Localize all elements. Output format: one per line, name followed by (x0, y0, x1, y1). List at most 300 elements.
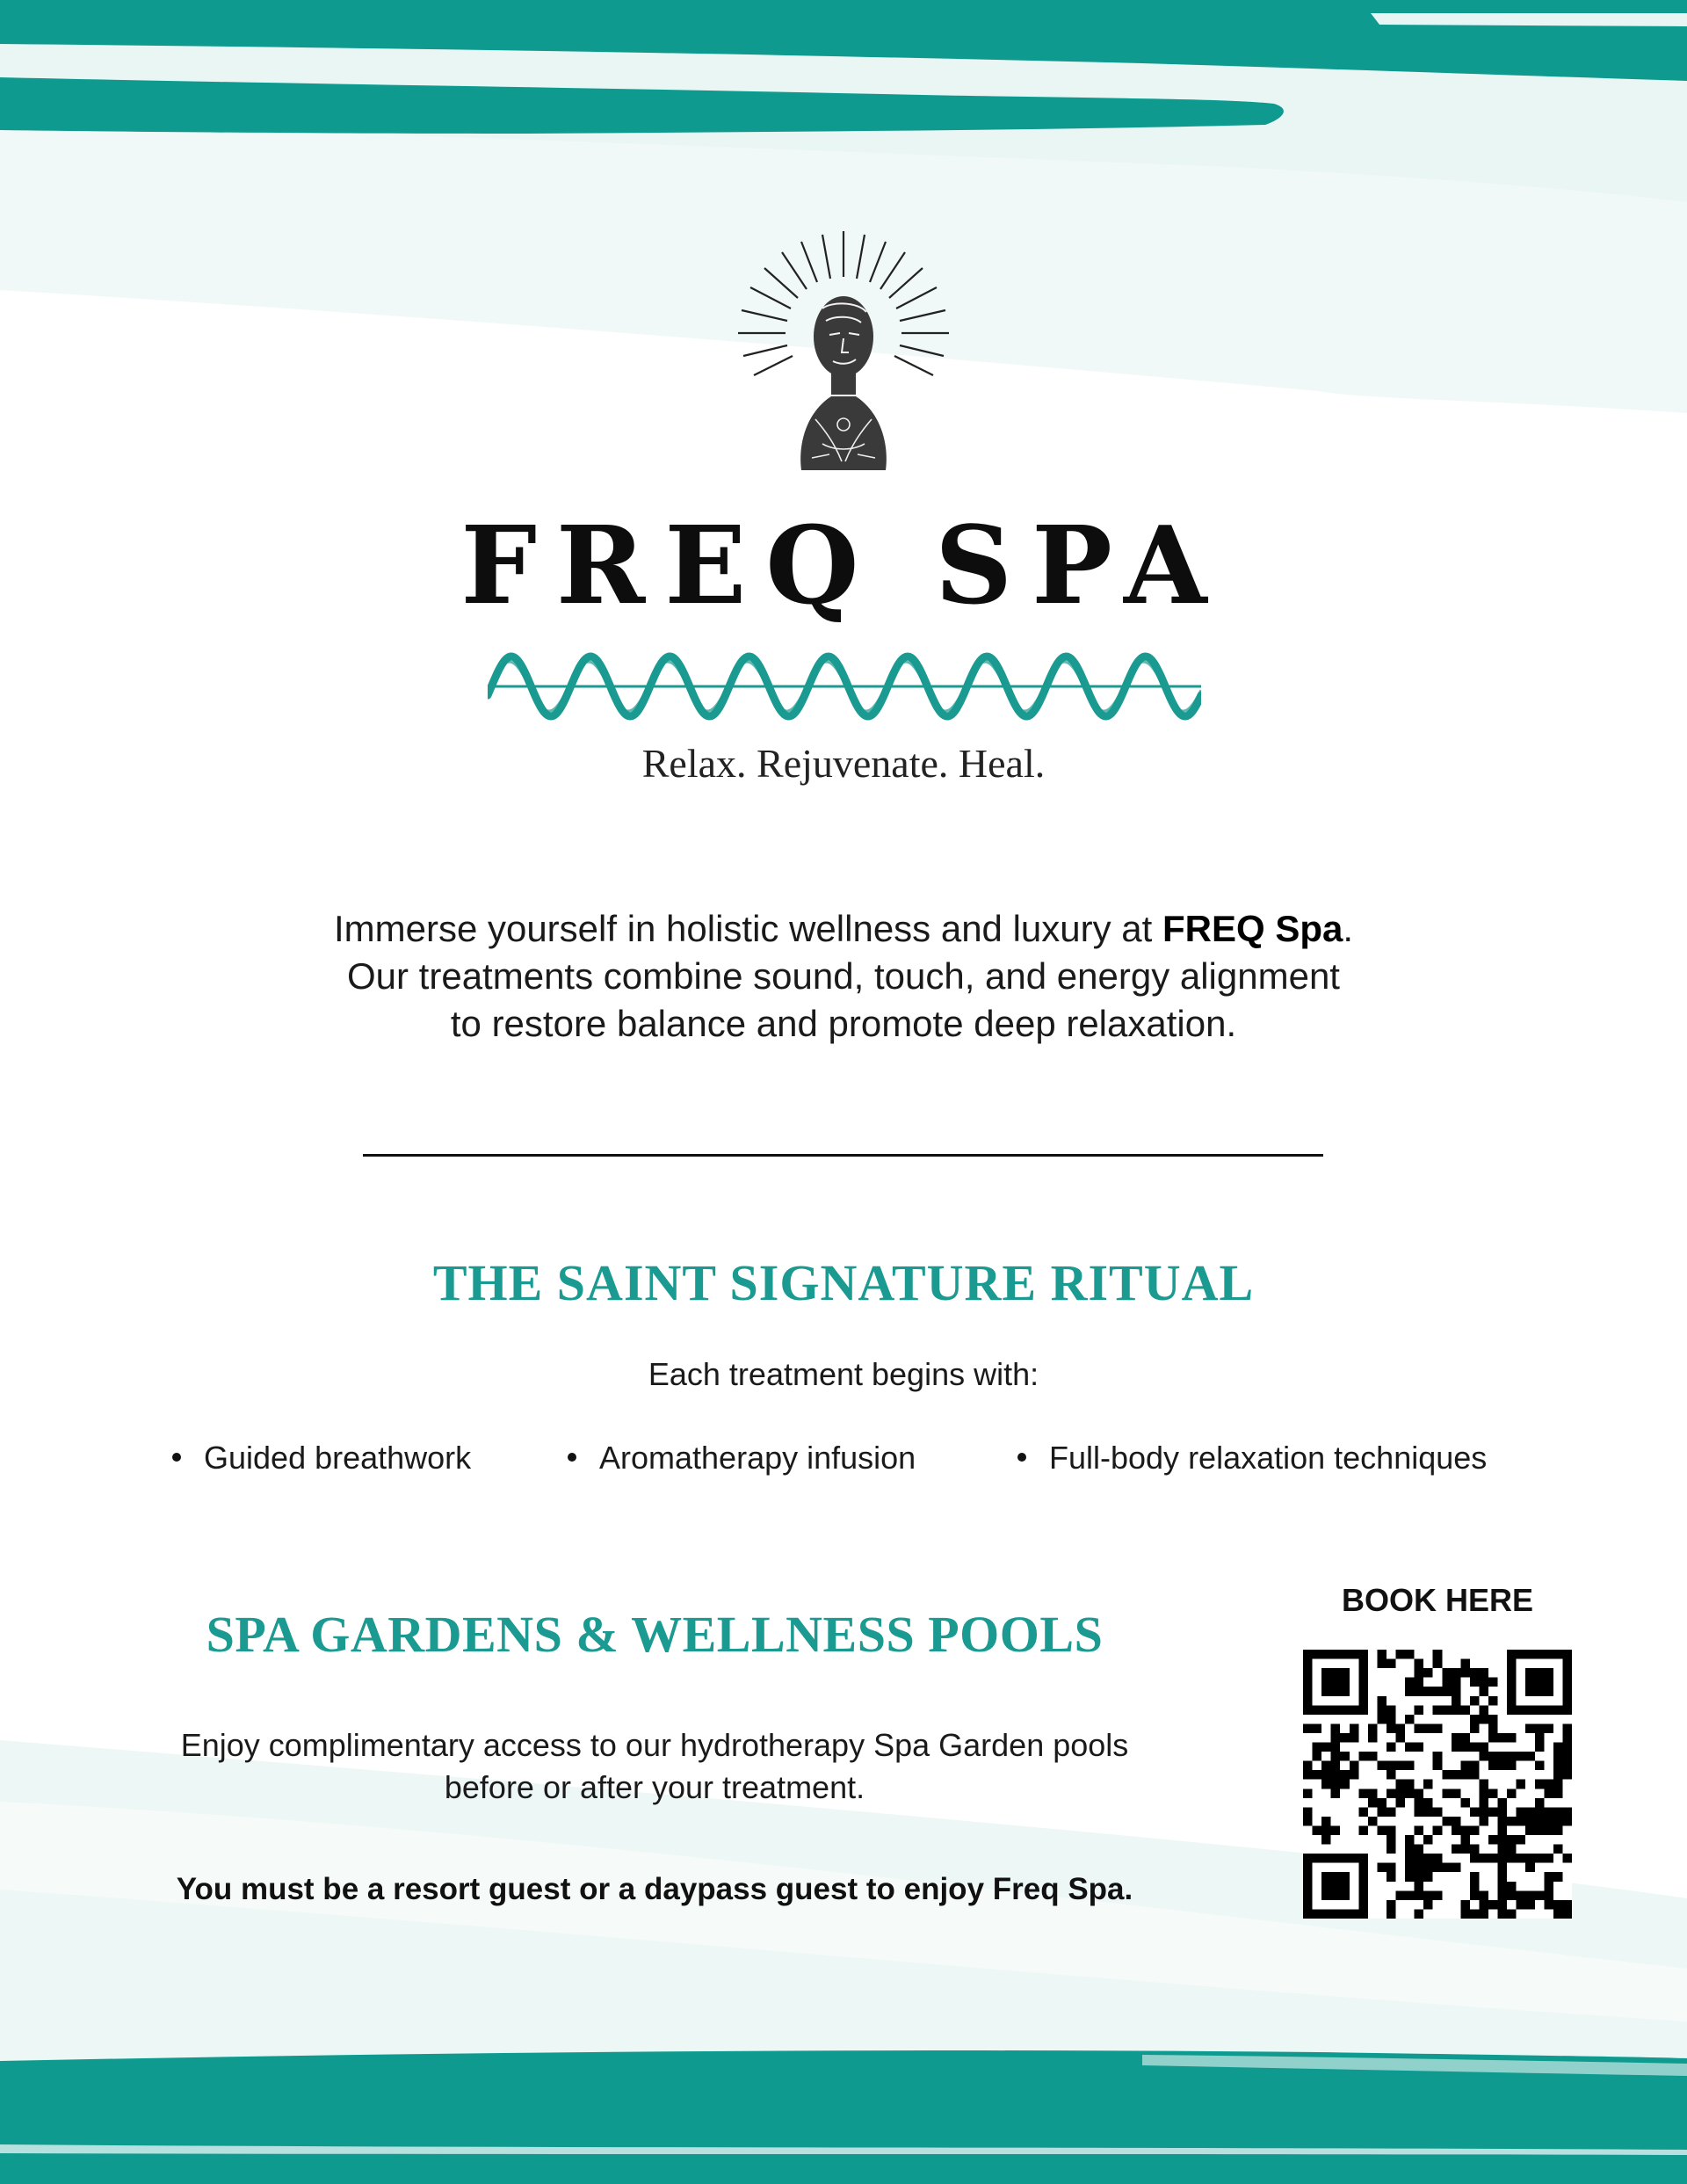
qr-module (1498, 1798, 1508, 1808)
qr-module (1470, 1909, 1480, 1919)
qr-module (1396, 1723, 1406, 1733)
qr-module (1562, 1752, 1572, 1761)
qr-module (1303, 1650, 1368, 1659)
qr-module (1452, 1668, 1461, 1678)
qr-module (1442, 1678, 1452, 1687)
qr-module (1498, 1835, 1508, 1845)
qr-module (1396, 1733, 1406, 1743)
qr-module (1460, 1761, 1470, 1771)
brand-title: FREQ SPA (460, 502, 1227, 628)
bullet-icon (172, 1453, 181, 1462)
qr-module (1331, 1743, 1341, 1752)
qr-module (1498, 1854, 1508, 1863)
qr-module (1460, 1743, 1470, 1752)
qr-module (1544, 1789, 1553, 1798)
qr-module (1452, 1687, 1461, 1696)
qr-module (1498, 1863, 1508, 1873)
qr-module (1498, 1845, 1508, 1854)
qr-module (1553, 1872, 1563, 1882)
qr-module (1517, 1817, 1526, 1826)
qr-module (1470, 1761, 1480, 1771)
qr-module (1433, 1705, 1443, 1715)
intro-paragraph (0, 905, 1687, 1048)
qr-module (1470, 1723, 1480, 1733)
qr-module (1442, 1668, 1452, 1678)
qr-module (1358, 1854, 1368, 1919)
intro-brand-bold: FREQ Spa (1162, 908, 1343, 949)
qr-module (1507, 1817, 1517, 1826)
qr-module (1498, 1761, 1508, 1771)
qr-module (1423, 1798, 1433, 1808)
figure-bust (800, 396, 887, 470)
qr-module (1488, 1696, 1498, 1706)
qr-module (1405, 1678, 1415, 1687)
qr-module (1321, 1817, 1331, 1826)
qr-module (1423, 1723, 1433, 1733)
qr-module (1321, 1835, 1331, 1845)
qr-module (1350, 1770, 1359, 1780)
qr-module (1377, 1650, 1387, 1659)
qr-module (1544, 1854, 1553, 1863)
qr-module (1377, 1705, 1387, 1715)
qr-module (1415, 1909, 1424, 1919)
ritual-item (568, 1440, 916, 1477)
intro-line-2: Our treatments combine sound, touch, and energy alignment (347, 955, 1340, 997)
qr-module (1303, 1909, 1368, 1919)
qr-module (1479, 1705, 1488, 1715)
qr-module (1460, 1798, 1470, 1808)
qr-module (1433, 1863, 1443, 1873)
qr-module (1507, 1845, 1517, 1854)
qr-module (1479, 1780, 1488, 1789)
qr-module (1452, 1845, 1461, 1854)
qr-module (1433, 1723, 1443, 1733)
qr-module (1368, 1817, 1378, 1826)
qr-module (1303, 1650, 1313, 1715)
qr-module (1488, 1715, 1498, 1724)
qr-module (1442, 1789, 1452, 1798)
qr-module (1498, 1733, 1508, 1743)
qr-module (1405, 1780, 1415, 1789)
qr-module (1368, 1798, 1378, 1808)
qr-module (1507, 1650, 1572, 1659)
qr-module (1479, 1807, 1488, 1817)
bullet-icon (568, 1453, 576, 1462)
qr-module (1535, 1733, 1545, 1743)
bullet-icon (1017, 1453, 1026, 1462)
qr-module (1321, 1825, 1331, 1835)
qr-module (1498, 1909, 1508, 1919)
qr-module (1433, 1752, 1443, 1761)
qr-module (1331, 1770, 1341, 1780)
qr-module (1452, 1863, 1461, 1873)
qr-module (1396, 1789, 1406, 1798)
qr-module (1433, 1890, 1443, 1900)
qr-module (1544, 1817, 1553, 1826)
qr-module (1415, 1845, 1424, 1854)
qr-module (1470, 1715, 1480, 1724)
ritual-subtitle: Each treatment begins with: (648, 1356, 1039, 1392)
qr-module (1553, 1743, 1563, 1752)
qr-module (1535, 1723, 1545, 1733)
qr-module (1498, 1882, 1508, 1891)
qr-module (1517, 1807, 1526, 1817)
ritual-item-label: Aromatherapy infusion (599, 1440, 916, 1476)
qr-module (1517, 1854, 1526, 1863)
qr-module (1553, 1825, 1563, 1835)
qr-module (1507, 1761, 1517, 1771)
qr-module (1553, 1770, 1563, 1780)
qr-module (1423, 1863, 1433, 1873)
qr-module (1562, 1900, 1572, 1910)
qr-module (1544, 1882, 1553, 1891)
qr-module (1303, 1723, 1313, 1733)
qr-module (1470, 1872, 1480, 1882)
qr-module (1479, 1668, 1488, 1678)
qr-module (1562, 1770, 1572, 1780)
qr-module (1350, 1761, 1359, 1771)
qr-module (1553, 1845, 1563, 1854)
ritual-item-label: Full-body relaxation techniques (1049, 1440, 1488, 1476)
guest-requirement-note: You must be a resort guest or a daypass guest to enjoy Freq Spa. (176, 1872, 1133, 1906)
qr-module (1470, 1696, 1480, 1706)
qr-module (1562, 1650, 1572, 1715)
qr-module (1452, 1705, 1461, 1715)
book-here-label: BOOK HERE (1341, 1582, 1534, 1618)
qr-module (1303, 1770, 1313, 1780)
qr-module (1498, 1872, 1508, 1882)
qr-module (1387, 1723, 1396, 1733)
qr-module (1479, 1890, 1488, 1900)
qr-module (1535, 1807, 1545, 1817)
qr-module (1415, 1659, 1424, 1669)
qr-module (1423, 1835, 1433, 1845)
qr-module (1488, 1835, 1498, 1845)
qr-module (1433, 1825, 1443, 1835)
qr-module (1498, 1900, 1508, 1910)
qr-module (1377, 1696, 1387, 1706)
qr-module (1358, 1752, 1368, 1761)
qr-module (1423, 1807, 1433, 1817)
qr-module (1313, 1723, 1322, 1733)
qr-module (1405, 1743, 1415, 1752)
qr-module (1405, 1890, 1415, 1900)
qr-module (1525, 1825, 1535, 1835)
qr-module (1321, 1770, 1331, 1780)
qr-module (1479, 1798, 1488, 1808)
qr-module (1340, 1733, 1350, 1743)
pools-desc-line-1: Enjoy complimentary access to our hydrotherapy Spa Garden pools (180, 1727, 1129, 1763)
qr-module (1525, 1900, 1535, 1910)
qr-module (1544, 1807, 1553, 1817)
qr-module (1562, 1733, 1572, 1743)
qr-module (1387, 1705, 1396, 1715)
qr-module (1562, 1761, 1572, 1771)
qr-module (1303, 1761, 1313, 1771)
ritual-item-label: Guided breathwork (204, 1440, 472, 1476)
qr-module (1562, 1909, 1572, 1919)
qr-module (1452, 1825, 1461, 1835)
qr-module (1350, 1723, 1359, 1733)
qr-module (1562, 1817, 1572, 1826)
qr-module (1507, 1909, 1517, 1919)
qr-module (1377, 1825, 1387, 1835)
qr-module (1535, 1743, 1545, 1752)
qr-module (1377, 1761, 1387, 1771)
qr-module (1470, 1678, 1480, 1687)
qr-module (1387, 1835, 1396, 1845)
qr-module (1460, 1668, 1470, 1678)
qr-module (1479, 1752, 1488, 1761)
qr-module (1350, 1733, 1359, 1743)
qr-module (1460, 1825, 1470, 1835)
qr-module (1415, 1678, 1424, 1687)
qr-module (1331, 1825, 1341, 1835)
qr-module (1313, 1770, 1322, 1780)
qr-module (1562, 1723, 1572, 1733)
qr-module (1415, 1723, 1424, 1733)
qr-module (1517, 1890, 1526, 1900)
qr-module (1405, 1872, 1415, 1882)
qr-module (1460, 1659, 1470, 1669)
qr-module (1340, 1752, 1350, 1761)
qr-module (1415, 1854, 1424, 1863)
qr-module (1479, 1854, 1488, 1863)
qr-module (1405, 1687, 1415, 1696)
qr-module (1460, 1733, 1470, 1743)
qr-module (1488, 1733, 1498, 1743)
qr-module (1387, 1845, 1396, 1854)
qr-module (1423, 1872, 1433, 1882)
qr-module (1535, 1798, 1545, 1808)
qr-module (1452, 1770, 1461, 1780)
tagline: Relax. Rejuvenate. Heal. (641, 741, 1046, 786)
qr-module (1387, 1715, 1396, 1724)
qr-module (1470, 1807, 1480, 1817)
sine-wave-icon (488, 646, 1201, 734)
qr-module (1415, 1705, 1424, 1715)
qr-module (1488, 1723, 1498, 1733)
qr-module (1321, 1668, 1350, 1696)
qr-module (1387, 1863, 1396, 1873)
qr-module (1479, 1900, 1488, 1910)
qr-module (1396, 1761, 1406, 1771)
qr-module (1423, 1687, 1433, 1696)
qr-module (1433, 1854, 1443, 1863)
qr-module (1405, 1789, 1415, 1798)
qr-module (1387, 1743, 1396, 1752)
radiant-figure-bust-icon (703, 224, 984, 488)
qr-module (1452, 1743, 1461, 1752)
qr-module (1415, 1882, 1424, 1891)
qr-module (1387, 1900, 1396, 1910)
qr-module (1358, 1789, 1368, 1798)
qr-module (1525, 1752, 1535, 1761)
intro-line-3: to restore balance and promote deep relaxation. (450, 1003, 1237, 1044)
qr-module (1321, 1743, 1331, 1752)
qr-module (1479, 1743, 1488, 1752)
qr-module (1470, 1845, 1480, 1854)
qr-module (1358, 1650, 1368, 1715)
qr-module (1470, 1890, 1480, 1900)
qr-module (1553, 1780, 1563, 1789)
qr-module (1544, 1825, 1553, 1835)
qr-module (1303, 1705, 1368, 1715)
qr-module (1498, 1890, 1508, 1900)
qr-module (1423, 1854, 1433, 1863)
qr-module (1452, 1733, 1461, 1743)
qr-module (1535, 1890, 1545, 1900)
qr-module (1331, 1752, 1341, 1761)
qr-module (1452, 1789, 1461, 1798)
qr-module (1479, 1678, 1488, 1687)
qr-module (1423, 1668, 1433, 1678)
qr-module (1396, 1780, 1406, 1789)
qr-module (1525, 1890, 1535, 1900)
qr-module (1498, 1752, 1508, 1761)
qr-module (1498, 1817, 1508, 1826)
qr-module (1460, 1900, 1470, 1910)
qr-module (1507, 1705, 1572, 1715)
qr-module (1423, 1780, 1433, 1789)
qr-module (1405, 1761, 1415, 1771)
qr-module (1433, 1687, 1443, 1696)
section-divider (363, 1154, 1323, 1157)
qr-module (1498, 1825, 1508, 1835)
qr-module (1387, 1909, 1396, 1919)
qr-module (1507, 1752, 1517, 1761)
qr-module (1470, 1668, 1480, 1678)
qr-module (1507, 1890, 1517, 1900)
qr-module (1423, 1890, 1433, 1900)
qr-module (1517, 1835, 1526, 1845)
qr-module (1387, 1659, 1396, 1669)
qr-module (1525, 1668, 1553, 1696)
qr-module (1553, 1900, 1563, 1910)
qr-module (1433, 1807, 1443, 1817)
qr-module (1525, 1863, 1535, 1873)
qr-module (1544, 1723, 1553, 1733)
qr-module (1377, 1863, 1387, 1873)
ritual-item (1017, 1440, 1487, 1477)
qr-module (1331, 1723, 1341, 1733)
qr-module (1433, 1659, 1443, 1669)
qr-module (1303, 1817, 1313, 1826)
qr-module (1452, 1678, 1461, 1687)
qr-code-icon[interactable] (1303, 1650, 1572, 1919)
qr-module (1396, 1650, 1406, 1659)
qr-module (1433, 1761, 1443, 1771)
qr-module (1460, 1835, 1470, 1845)
qr-module (1488, 1854, 1498, 1863)
qr-module (1535, 1761, 1545, 1771)
qr-module (1470, 1770, 1480, 1780)
qr-module (1525, 1807, 1535, 1817)
pools-desc-line-2: before or after your treatment. (444, 1769, 865, 1805)
qr-module (1303, 1854, 1313, 1919)
qr-module (1331, 1789, 1341, 1798)
qr-module (1553, 1807, 1563, 1817)
qr-module (1544, 1900, 1553, 1910)
pools-description (53, 1724, 1256, 1809)
qr-module (1553, 1817, 1563, 1826)
qr-module (1303, 1854, 1368, 1863)
qr-module (1460, 1770, 1470, 1780)
qr-module (1525, 1817, 1535, 1826)
qr-module (1507, 1789, 1517, 1798)
qr-module (1470, 1882, 1480, 1891)
qr-module (1368, 1723, 1378, 1733)
ritual-title: THE SAINT SIGNATURE RITUAL (432, 1254, 1255, 1311)
qr-module (1488, 1761, 1498, 1771)
qr-module (1452, 1696, 1461, 1706)
qr-module (1442, 1863, 1452, 1873)
qr-module (1340, 1770, 1350, 1780)
qr-module (1470, 1854, 1480, 1863)
qr-module (1517, 1780, 1526, 1789)
qr-module (1415, 1743, 1424, 1752)
qr-module (1535, 1780, 1545, 1789)
qr-module (1377, 1807, 1387, 1817)
qr-module (1479, 1909, 1488, 1919)
qr-module (1405, 1650, 1415, 1659)
qr-module (1488, 1752, 1498, 1761)
qr-module (1479, 1715, 1488, 1724)
qr-module (1368, 1733, 1378, 1743)
qr-module (1396, 1890, 1406, 1900)
qr-module (1460, 1705, 1470, 1715)
qr-module (1321, 1780, 1331, 1789)
qr-module (1368, 1789, 1378, 1798)
pools-title: SPA GARDENS & WELLNESS POOLS (206, 1606, 1104, 1663)
qr-module (1442, 1770, 1452, 1780)
qr-module (1442, 1817, 1452, 1826)
qr-module (1544, 1890, 1553, 1900)
qr-module (1525, 1723, 1535, 1733)
qr-module (1358, 1825, 1368, 1835)
qr-module (1415, 1789, 1424, 1798)
qr-module (1562, 1807, 1572, 1817)
qr-module (1303, 1807, 1313, 1817)
qr-module (1553, 1752, 1563, 1761)
qr-module (1377, 1659, 1387, 1669)
qr-module (1442, 1687, 1452, 1696)
qr-module (1488, 1678, 1498, 1687)
qr-module (1321, 1872, 1350, 1900)
ritual-list (0, 1440, 1687, 1484)
qr-module (1507, 1854, 1517, 1863)
ritual-item (172, 1440, 471, 1477)
qr-module (1387, 1761, 1396, 1771)
qr-module (1498, 1807, 1508, 1817)
qr-module (1387, 1770, 1396, 1780)
qr-module (1415, 1687, 1424, 1696)
qr-module (1562, 1743, 1572, 1752)
intro-line-1-text: Immerse yourself in holistic wellness and luxury at (333, 908, 1162, 949)
qr-module (1415, 1872, 1424, 1882)
qr-module (1544, 1780, 1553, 1789)
qr-module (1358, 1807, 1368, 1817)
qr-module (1331, 1761, 1341, 1771)
qr-module (1396, 1798, 1406, 1808)
qr-module (1405, 1715, 1415, 1724)
qr-module (1488, 1789, 1498, 1798)
qr-module (1340, 1780, 1350, 1789)
qr-module (1517, 1900, 1526, 1910)
qr-module (1460, 1909, 1470, 1919)
qr-module (1460, 1845, 1470, 1854)
qr-module (1470, 1743, 1480, 1752)
